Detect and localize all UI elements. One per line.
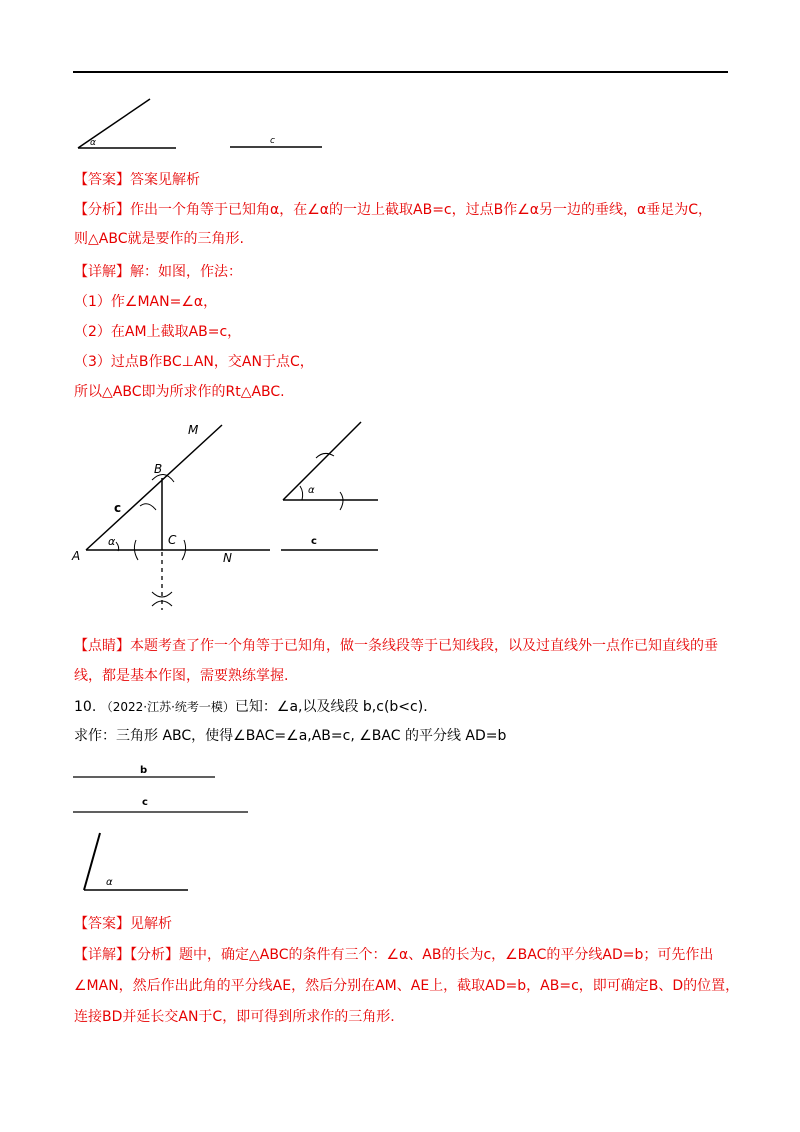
alpha-label: α xyxy=(90,138,96,148)
answer-tag: 【答案】 xyxy=(74,172,130,188)
q10-answer-text: 见解析 xyxy=(130,916,172,932)
angle-ray-upper xyxy=(78,99,150,148)
q9-analysis-line1 xyxy=(74,200,712,220)
auxiliary-figure xyxy=(278,420,388,560)
q10-source: （2022·江苏·统考一模） xyxy=(100,700,235,714)
given-angle-figure xyxy=(70,95,330,155)
q10-given-figure xyxy=(70,760,260,900)
label-B: B xyxy=(154,462,163,476)
q9-comment-line2: 线，都是基本作图，需要熟练掌握. xyxy=(74,668,289,684)
angle-ray-upper xyxy=(84,833,100,890)
ray-AM xyxy=(86,425,222,550)
segment-c-label: c xyxy=(270,136,275,146)
q9-analysis-line2: 则△ABC就是要作的三角形. xyxy=(74,231,244,247)
aux-arc-alpha xyxy=(300,486,303,500)
label-N: N xyxy=(223,551,232,565)
q9-step3: （3）过点B作BC⊥AN，交AN于点C， xyxy=(74,354,314,370)
q10-analysis-tag: 【分析】 xyxy=(130,947,179,963)
q10-answer-tag: 【答案】 xyxy=(74,916,130,932)
q10-analysis-line3: 连接BD并延长交AN于C，即可得到所求作的三角形. xyxy=(74,1009,395,1025)
aux-arc-lower xyxy=(340,492,343,510)
arc-mark-c xyxy=(140,504,156,510)
q10-header xyxy=(74,697,428,717)
analysis-tag: 【分析】 xyxy=(74,202,130,218)
q10-analysis-line2: ∠MAN，然后作出此角的平分线AE，然后分别在AM、AE上，截取AD=b，AB=c，即可确定B、D的位置， xyxy=(74,978,740,994)
label-c: c xyxy=(114,501,122,515)
q10-detail-tag: 【详解】 xyxy=(74,947,130,963)
comment-text-1: 本题考查了作一个角等于已知角，做一条线段等于已知线段，以及过直线外一点作已知直线的垂 xyxy=(130,638,718,654)
aux-alpha-label: α xyxy=(308,485,315,496)
detail-text: 解：如图，作法： xyxy=(130,264,242,280)
q9-answer xyxy=(74,170,200,190)
answer-text: 答案见解析 xyxy=(130,172,200,188)
q10-analysis-line1 xyxy=(74,945,713,965)
q9-step2: （2）在AM上截取AB=c， xyxy=(74,324,242,340)
aux-c-label: c xyxy=(311,536,317,547)
q9-conclusion: 所以△ABC即为所求作的Rt△ABC. xyxy=(74,384,285,400)
analysis-text-1: 作出一个角等于已知角α，在∠α的一边上截取AB=c，过点B作∠α另一边的垂线，α垂足为C， xyxy=(130,202,713,218)
q10-number: 10. xyxy=(74,699,97,715)
angle-alpha-label: α xyxy=(106,877,113,888)
q10-task: 求作：三角形 ABC，使得∠BAC=∠a,AB=c, ∠BAC 的平分线 AD=b xyxy=(74,728,507,744)
aux-ray-upper xyxy=(283,422,361,500)
label-alpha: α xyxy=(108,535,116,548)
label-A: A xyxy=(72,549,81,563)
comment-tag: 【点睛】 xyxy=(74,638,130,654)
label-C: C xyxy=(168,533,177,547)
q9-step1: （1）作∠MAN=∠α， xyxy=(74,294,218,310)
q9-detail xyxy=(74,262,242,282)
q10-known: 已知：∠a,以及线段 b,c(b<c). xyxy=(234,699,428,715)
segment-c-label: c xyxy=(142,797,148,808)
q10-answer xyxy=(74,914,172,934)
header-rule xyxy=(73,71,728,73)
segment-b-label: b xyxy=(140,765,148,776)
detail-tag: 【详解】 xyxy=(74,264,130,280)
q9-comment-line1 xyxy=(74,636,718,656)
q10-analysis-text-1: 题中，确定△ABC的条件有三个：∠α、AB的长为c，∠BAC的平分线AD=b；可先作出 xyxy=(179,947,714,963)
label-M: M xyxy=(188,423,199,437)
